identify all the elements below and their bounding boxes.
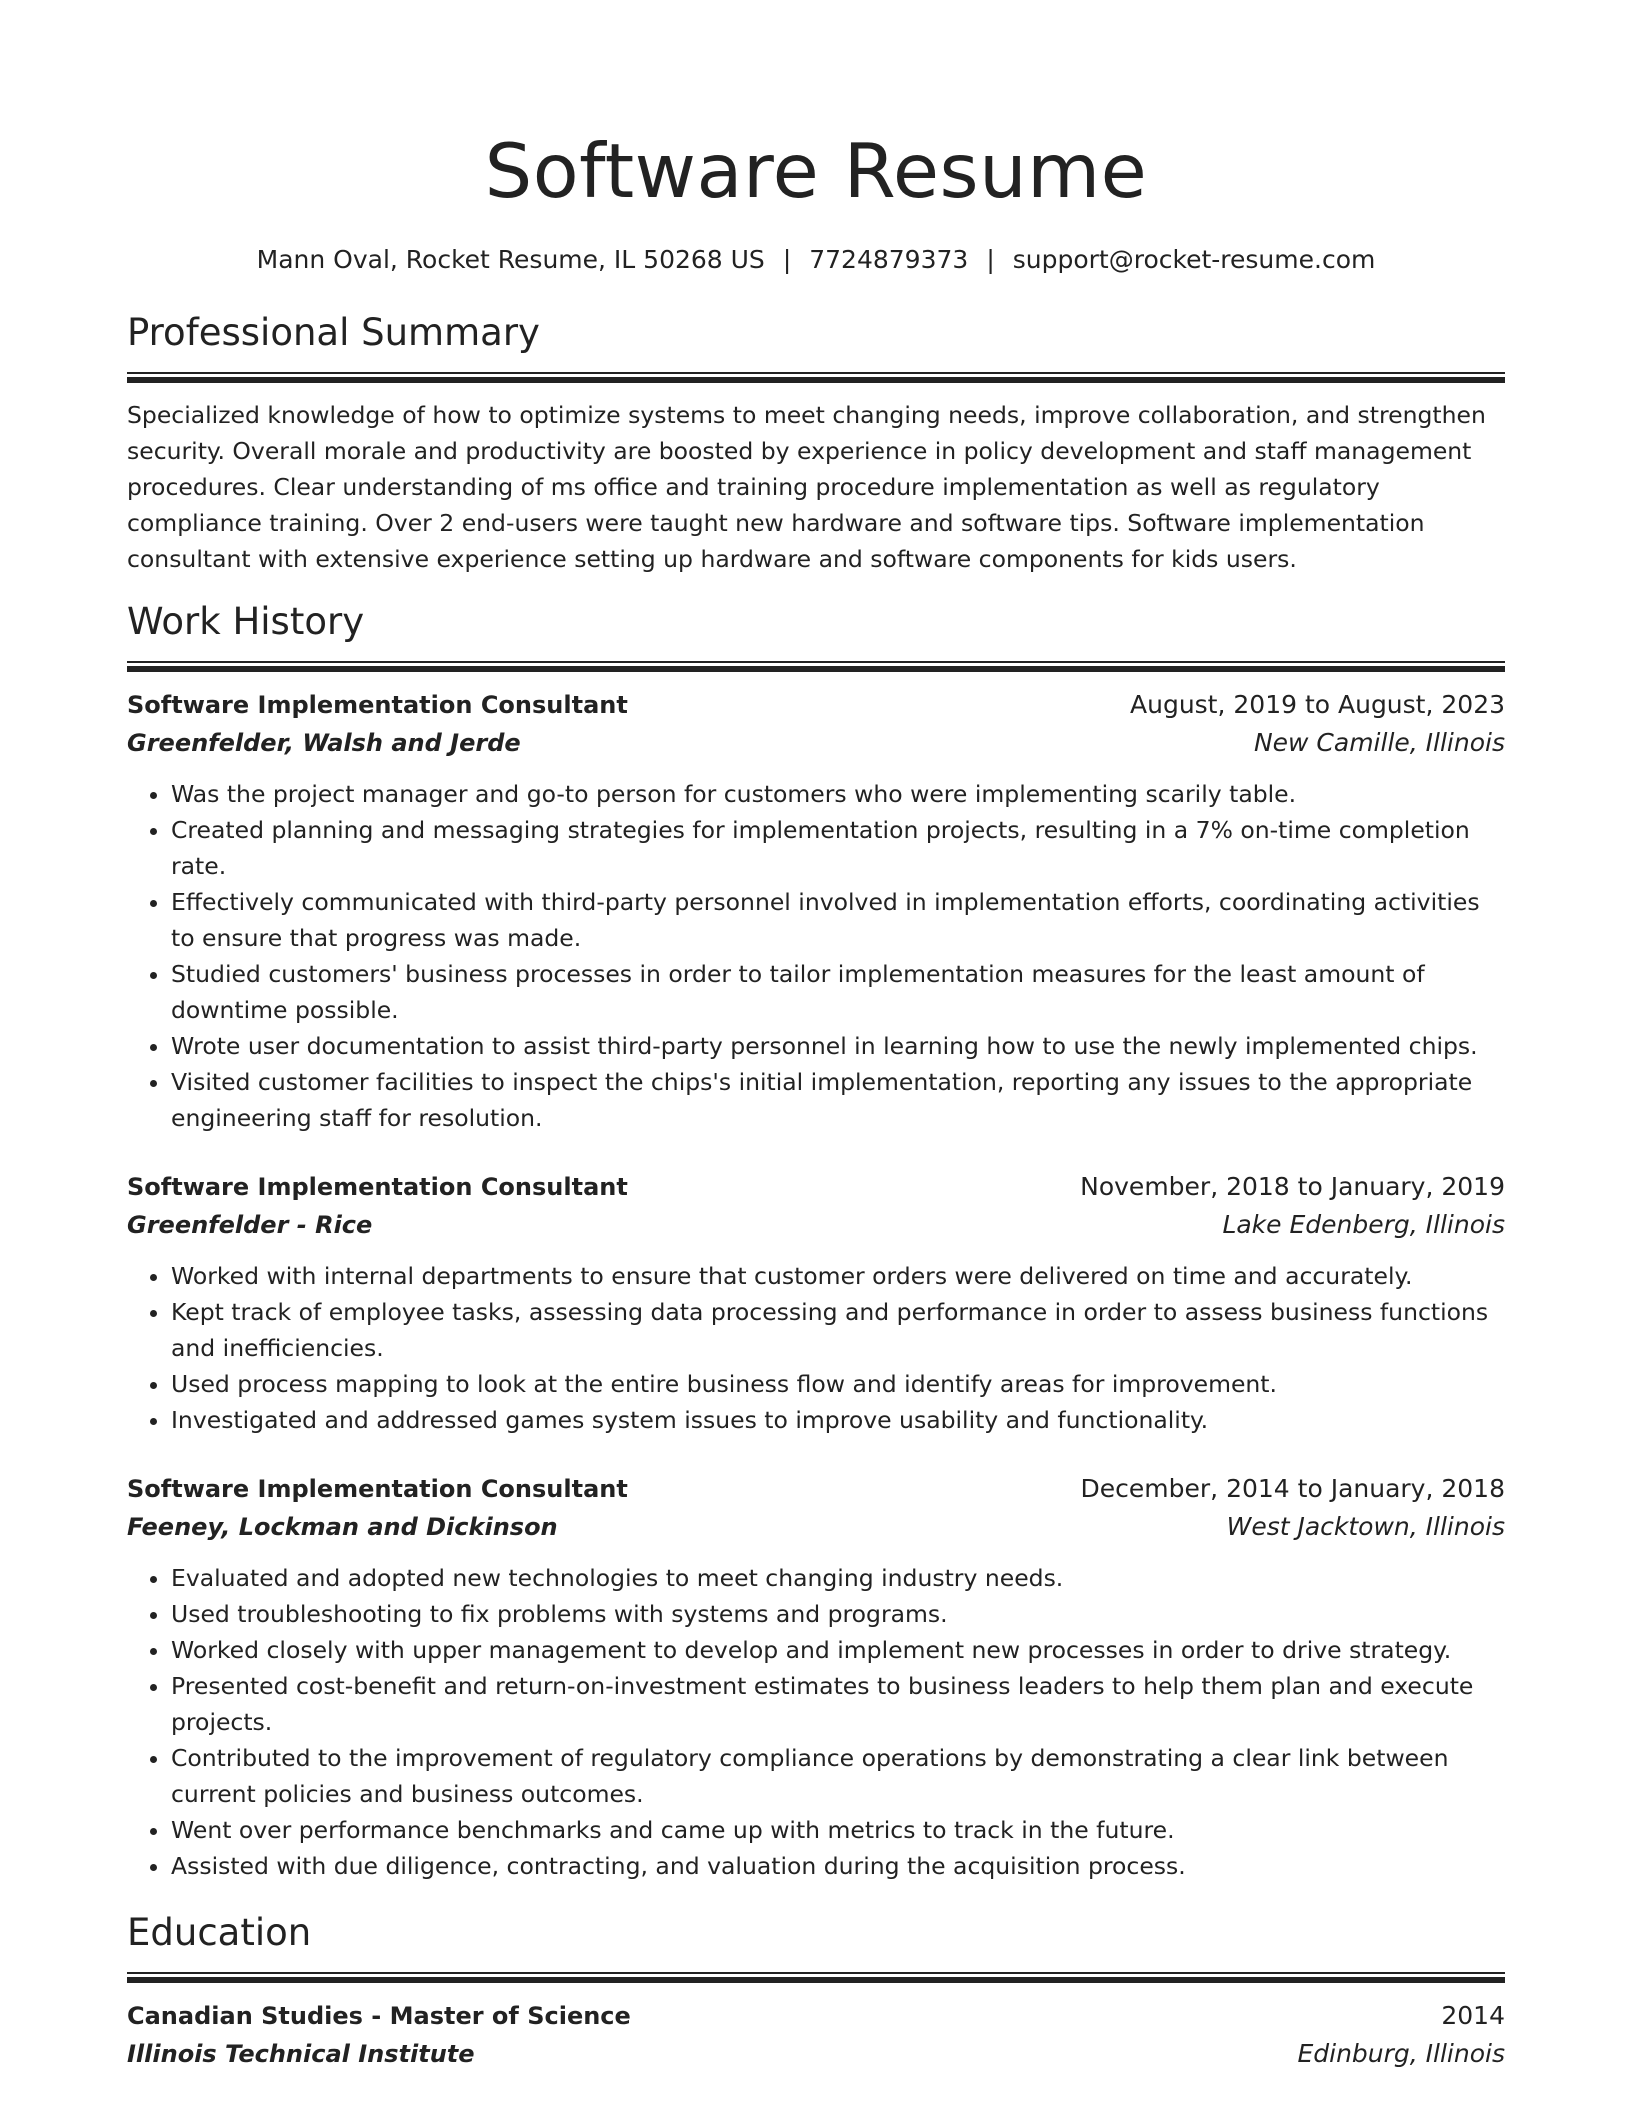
job-entry: [127, 1168, 1505, 1438]
section-divider: [127, 661, 1505, 672]
job-title: Software Implementation Consultant: [127, 1173, 628, 1201]
education-school-row: [127, 2035, 1505, 2073]
summary-text: Specialized knowledge of how to optimize systems to meet changing needs, improve collaboration, and strengthen security. Overall morale and productivity are boosted by experience in policy development and staff management procedures. Clear understanding of ms office and training procedure implementation as well as regulatory compliance training. Over 2 end-users were taught new hardware and software tips. Software implementation consultant with extensive experience setting up hardware and software components for kids users.: [127, 401, 1486, 573]
job-bullet-list: [127, 776, 1505, 1136]
contact-separator: |: [782, 245, 792, 274]
job-company: Greenfelder, Walsh and Jerde: [127, 729, 521, 757]
job-bullet: • Kept track of employee tasks, assessing data processing and performance in order to assess business functions and inefficiencies.: [171, 1294, 1505, 1366]
job-bullet-list: [127, 1258, 1505, 1438]
section-divider: [127, 1972, 1505, 1983]
education-entry: [127, 1997, 1505, 2073]
summary-section: [127, 308, 1505, 577]
contact-address: Mann Oval, Rocket Resume, IL 50268 US: [256, 245, 765, 274]
work-history-section: [127, 597, 1505, 1884]
job-bullet: • Worked with internal departments to ensure that customer orders were delivered on time and accurately.: [171, 1258, 1505, 1294]
section-heading-summary: Professional Summary: [127, 311, 540, 354]
job-bullet: • Assisted with due diligence, contracting, and valuation during the acquisition process.: [171, 1848, 1505, 1884]
job-header-row: [127, 1168, 1505, 1206]
education-section: [127, 1908, 1505, 2073]
job-bullet: • Investigated and addressed games system issues to improve usability and functionality.: [171, 1402, 1505, 1438]
job-dates: August, 2019 to August, 2023: [1130, 690, 1505, 719]
section-heading-work-history: Work History: [127, 600, 365, 643]
job-company-row: [127, 1206, 1505, 1244]
job-bullet: • Effectively communicated with third-party personnel involved in implementation efforts, coordinating activities to ensure that progress was made.: [171, 884, 1505, 956]
job-dates: November, 2018 to January, 2019: [1080, 1172, 1505, 1201]
education-degree: Canadian Studies - Master of Science: [127, 2002, 631, 2030]
job-bullet: • Wrote user documentation to assist third-party personnel in learning how to use the newly implemented chips.: [171, 1028, 1505, 1064]
job-dates: December, 2014 to January, 2018: [1080, 1474, 1505, 1503]
job-bullet: • Created planning and messaging strategies for implementation projects, resulting in a 7% on-time completion rate.: [171, 812, 1505, 884]
job-title: Software Implementation Consultant: [127, 1475, 628, 1503]
job-bullet: • Was the project manager and go-to person for customers who were implementing scarily table.: [171, 776, 1505, 812]
job-bullet-list: [127, 1560, 1505, 1884]
contact-phone: 7724879373: [809, 245, 969, 274]
job-company-row: [127, 1508, 1505, 1546]
section-divider: [127, 372, 1505, 383]
education-location: Edinburg, Illinois: [1297, 2039, 1505, 2068]
job-bullet: • Evaluated and adopted new technologies to meet changing industry needs.: [171, 1560, 1505, 1596]
resume-name: Software Resume: [484, 127, 1148, 215]
education-year: 2014: [1441, 2001, 1505, 2030]
job-bullet: • Went over performance benchmarks and came up with metrics to track in the future.: [171, 1812, 1505, 1848]
education-school: Illinois Technical Institute: [127, 2040, 475, 2068]
education-header-row: [127, 1997, 1505, 2035]
job-bullet: • Used process mapping to look at the entire business flow and identify areas for improvement.: [171, 1366, 1505, 1402]
job-bullet: • Studied customers' business processes in order to tailor implementation measures for the least amount of downtime possible.: [171, 956, 1505, 1028]
job-header-row: [127, 1470, 1505, 1508]
job-bullet: • Used troubleshooting to fix problems with systems and programs.: [171, 1596, 1505, 1632]
job-location: Lake Edenberg, Illinois: [1222, 1210, 1505, 1239]
job-entry: [127, 1470, 1505, 1884]
job-location: West Jacktown, Illinois: [1226, 1512, 1505, 1541]
job-bullet: • Visited customer facilities to inspect the chips's initial implementation, reporting any issues to the appropriate engineering staff for resolution.: [171, 1064, 1505, 1136]
job-bullet: • Contributed to the improvement of regulatory compliance operations by demonstrating a clear link between current policies and business outcomes.: [171, 1740, 1505, 1812]
job-company: Greenfelder - Rice: [127, 1211, 373, 1239]
contact-line: [127, 242, 1505, 278]
job-bullet: • Presented cost-benefit and return-on-investment estimates to business leaders to help them plan and execute projects.: [171, 1668, 1505, 1740]
job-location: New Camille, Illinois: [1253, 728, 1505, 757]
job-company-row: [127, 724, 1505, 762]
section-heading-education: Education: [127, 1911, 312, 1954]
job-title: Software Implementation Consultant: [127, 691, 628, 719]
job-header-row: [127, 686, 1505, 724]
contact-separator: |: [986, 245, 995, 274]
job-company: Feeney, Lockman and Dickinson: [127, 1513, 558, 1541]
job-bullet: • Worked closely with upper management to develop and implement new processes in order to drive strategy.: [171, 1632, 1505, 1668]
job-entry: [127, 686, 1505, 1136]
contact-email: support@rocket-resume.com: [1012, 245, 1376, 274]
